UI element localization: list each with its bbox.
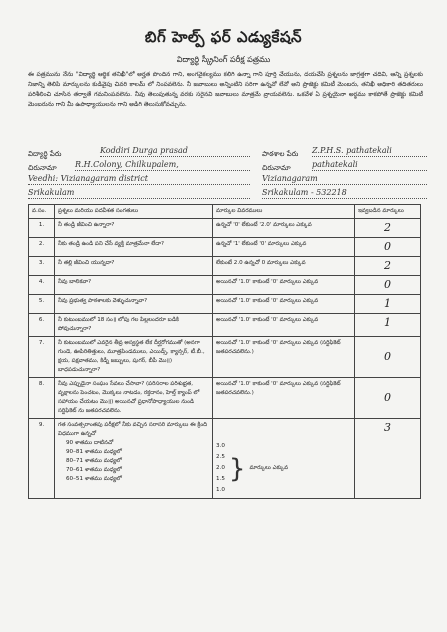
col-header-given-marks: ఇవ్వబడిన మార్కులు bbox=[355, 205, 421, 219]
row-number: 7. bbox=[29, 337, 55, 378]
col-header-question: ప్రశ్నలు మరియు పదవీశత సంగతులు bbox=[55, 205, 213, 219]
school-address-line-3[interactable]: Vizianagaram bbox=[262, 174, 427, 185]
row-score[interactable]: 2 bbox=[355, 257, 421, 276]
row-score[interactable]: 1 bbox=[355, 314, 421, 337]
grade-band-item: 70–61 శాతము మధ్యలో bbox=[66, 467, 122, 473]
grade-band-item: 90 శాతము దాటినచో bbox=[66, 440, 114, 446]
row-question: నీవు బాలికవా? bbox=[55, 276, 213, 295]
row-marks-detail: లేకుంటే 2.0 ఉన్నచో 0 మార్కులు ఎక్కువ bbox=[213, 257, 355, 276]
row-marks-detail-9 bbox=[213, 419, 355, 499]
address-label: చిరునామా bbox=[28, 164, 57, 172]
row-question: గత సంవత్సరాంతపు పరీక్షలో నీకు వచ్చిన సరాసరి మార్కులు ఈ క్రింది విధముగా ఉన్నచో bbox=[58, 422, 208, 437]
grade-band-mark: 3.0 bbox=[216, 443, 225, 449]
school-address-value[interactable]: pathatekali bbox=[312, 160, 427, 171]
student-name-value[interactable]: Koddiri Durga prasad bbox=[100, 146, 250, 157]
form-title: బిగ్ హెల్ప్ ఫర్ ఎడ్యుకేషన్ bbox=[144, 28, 303, 46]
instructions-paragraph: ఈ పత్రమును నేను "విద్యార్థి ఆర్థిక తనిఖీ"లో అర్హత పొందిన గాని, అంగవైకల్యము కలిగి ఉన్నా గాని పూర్తి చేయును, దయచేసి ప్రశ్నలను జాగ్రత్తగా చదివి, ఆన్ని ప్రశ్నలకు నిజాన్ని తెలిపి మార్కులను కుడివైపు చివరి కాలమ్ లో నింపవలెను. నీ జవాబులు అన్నింటిని సరిగా ఉన్నవో లేవో అని ప్రాజెక్టు కమిటీ మెంబరు, తనిఖీ అధికారి తదితరులు పరిశీలించి చూసిన తర్వాతే గమనింపవలెను. నీవు తెలుపుతున్న వరకు సరైనవి జవాబులు మాత్రమే వ్రాయవలెను. ఒకవేళ ఏ ప్రశ్నయైనా అర్థము కాకపోతే ప్రాజెక్టు కమిటీ మెంబరును గాని మీ ఉపాధ్యాయులను గాని అడిగి తెలుసుకోవచ్చును. bbox=[28, 71, 423, 108]
row-question: నీ కుటుంబములో ఎవరైన తీవ్ర అస్వస్థత లేక దీర్ఘరోగముతో (అనగా గుండె, ఊపిరితిత్తులు, మూత్రపిండములు, ఎయిడ్స్, క్యాన్సర్, టీ.బీ., క్షయ, పక్షవాతము, కిడ్నీ జబ్బులు, షుగర్, బీపీ మొ॥) బాధపడుచున్నారా? bbox=[55, 337, 213, 378]
student-name-label: విద్యార్థి పేరు bbox=[28, 150, 62, 158]
row-number: 5. bbox=[29, 295, 55, 314]
address-line-4[interactable]: Srikakulam bbox=[28, 188, 250, 199]
row-marks-detail: ఉన్నచో '1' లేకుంటే '0' మార్కులు ఎక్కువ bbox=[213, 238, 355, 257]
row-score[interactable]: 2 bbox=[355, 219, 421, 238]
row-question: నీ తల్లి జీవించి యున్నదా? bbox=[55, 257, 213, 276]
row-marks-detail: అయినచో '1.0' కాకుంటే '0' మార్కులు ఎక్కువ (సర్టిఫికెట్ జతపరచవలెను.) bbox=[213, 378, 355, 419]
grade-band-item: 80–71 శాతము మధ్యలో bbox=[66, 458, 122, 464]
row-number: 8. bbox=[29, 378, 55, 419]
row-score[interactable]: 0 bbox=[355, 337, 421, 378]
table-row bbox=[29, 314, 421, 337]
row-question-9 bbox=[55, 419, 213, 499]
row-number: 2. bbox=[29, 238, 55, 257]
row-score[interactable]: 0 bbox=[355, 276, 421, 295]
row-number: 3. bbox=[29, 257, 55, 276]
table-row bbox=[29, 378, 421, 419]
row-marks-detail: మార్కులు ఎక్కువ bbox=[249, 465, 289, 471]
grade-band-mark: 2.0 bbox=[216, 465, 225, 471]
school-name-value[interactable]: Z.P.H.S. pathatekali bbox=[312, 146, 427, 157]
grade-band-item: 60–51 శాతము మధ్యలో bbox=[66, 476, 122, 482]
row-marks-detail: అయినచో '1.0' కాకుంటే '0' మార్కులు ఎక్కువ bbox=[213, 295, 355, 314]
col-header-number: వ.సం. bbox=[29, 205, 55, 219]
row-number: 4. bbox=[29, 276, 55, 295]
school-address-line-4[interactable]: Srikakulam - 532218 bbox=[262, 188, 427, 199]
school-address-label: చిరునామా bbox=[262, 164, 291, 172]
row-question: నీ కుటుంబములో 18 సం॥ లోపు గల పిల్లలందరూ బడికి పోవుచున్నారా? bbox=[55, 314, 213, 337]
grade-band-item: 90–81 శాతము మధ్యలో bbox=[66, 449, 122, 455]
school-name-label: పాఠశాల పేరు bbox=[262, 150, 299, 158]
form-subtitle: విద్యార్థి స్క్రీనింగ్ పరీక్ష పత్రము bbox=[176, 55, 271, 64]
row-score[interactable]: 1 bbox=[355, 295, 421, 314]
row-marks-detail: ఉన్నచో '0' లేకుంటే '2.0' మార్కులు ఎక్కువ bbox=[213, 219, 355, 238]
row-question: నీవు ప్రభుత్వ పాఠశాలకు వెళ్ళుచున్నావా? bbox=[55, 295, 213, 314]
row-question: నీకు తండ్రి ఉండి పని చేసే వ్యక్తి మాత్రమేనా లేదా? bbox=[55, 238, 213, 257]
row-number: 9. bbox=[29, 419, 55, 499]
table-row bbox=[29, 257, 421, 276]
grade-band-mark: 1.5 bbox=[216, 476, 225, 482]
row-marks-detail: అయినచో '1.0' కాకుంటే '0' మార్కులు ఎక్కువ bbox=[213, 276, 355, 295]
row-question: నీవు ఎప్పుడైనా సంఘం సేవలు చేసావా? (పరిసరాల పరిశుభ్రత, వృక్షాలను పెంచటం, మొక్కలు నాటడం, రక్తదానం, హెల్త్ క్యాంప్ లో సహాయం చేయటం మొ॥) అయినచో ప్రధానోపాధ్యాయుల నుండి సర్టిఫికెట్ ను జతపరచవలెను. bbox=[55, 378, 213, 419]
row-marks-detail: అయినచో '1.0' కాకుంటే '0' మార్కులు ఎక్కువ (సర్టిఫికెట్ జతపరచవలెను.) bbox=[213, 337, 355, 378]
row-score[interactable]: 3 bbox=[355, 419, 421, 499]
brace-glyph: } bbox=[228, 453, 246, 484]
row-number: 1. bbox=[29, 219, 55, 238]
table-row bbox=[29, 238, 421, 257]
table-row bbox=[29, 295, 421, 314]
grade-band-mark: 1.0 bbox=[216, 487, 225, 493]
row-marks-detail: అయినచో '1.0' కాకుంటే '0' మార్కులు ఎక్కువ bbox=[213, 314, 355, 337]
table-row bbox=[29, 337, 421, 378]
table-row bbox=[29, 419, 421, 499]
row-score[interactable]: 0 bbox=[355, 378, 421, 419]
row-score[interactable]: 0 bbox=[355, 238, 421, 257]
col-header-marks-detail: మార్కుల వివరములు bbox=[213, 205, 355, 219]
address-line-3[interactable]: Veedhi: Vizianagaram district bbox=[28, 174, 250, 185]
row-question: నీ తండ్రి జీవించి ఉన్నారా? bbox=[55, 219, 213, 238]
row-number: 6. bbox=[29, 314, 55, 337]
address-value[interactable]: R.H.Colony, Chilkupalem, bbox=[75, 160, 250, 171]
grade-band-mark: 2.5 bbox=[216, 454, 225, 460]
table-header-row bbox=[29, 205, 421, 219]
table-row bbox=[29, 219, 421, 238]
screening-table bbox=[28, 204, 421, 499]
table-row bbox=[29, 276, 421, 295]
